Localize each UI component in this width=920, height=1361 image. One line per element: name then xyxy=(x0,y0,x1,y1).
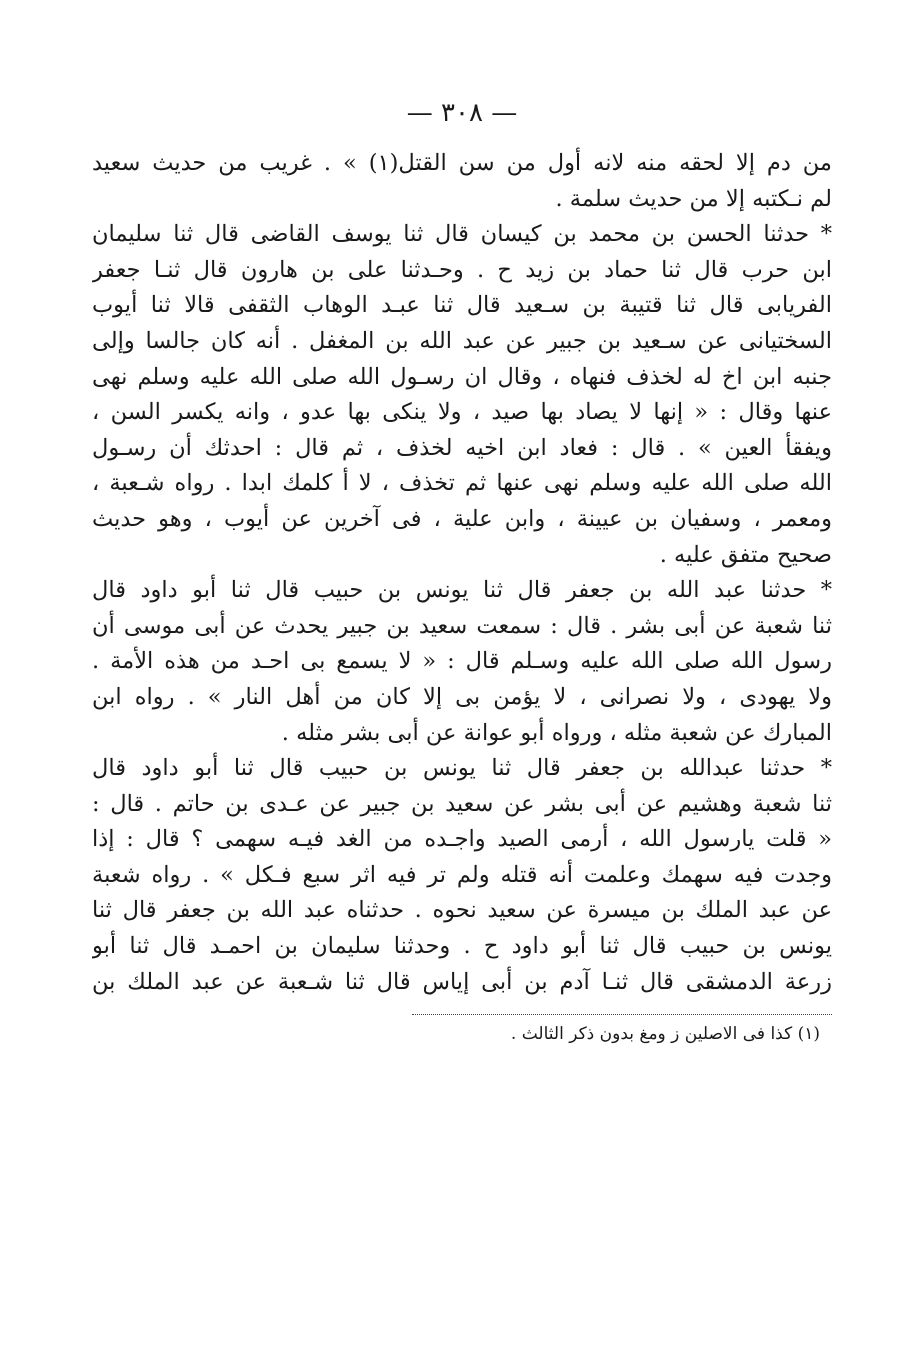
footnote: (١) كذا فى الاصلين ز ومغ بدون ذكر الثالث . xyxy=(510,1024,820,1045)
text-line: ثنا شعبة وهشيم عن أبى بشر عن سعيد بن جبير عن عـدى بن حاتم . قال : xyxy=(92,790,832,817)
text-line: جنبه ابن اخ له لخذف فنهاه ، وقال ان رسـول الله صلى الله عليه وسلم نهى xyxy=(92,363,832,390)
text-line: ثنا شعبة عن أبى بشر . قال : سمعت سعيد بن جبير يحدث عن أبى موسى أن xyxy=(92,612,832,639)
document-page xyxy=(92,88,832,1328)
body-text xyxy=(92,146,832,1000)
text-line: عنها وقال : « إنها لا يصاد بها صيد ، ولا ينكى بها عدو ، وانه يكسر السن ، xyxy=(92,399,832,426)
text-line: لم نـكتبه إلا من حديث سلمة . xyxy=(555,185,832,212)
text-line: الفريابى قال ثنا قتيبة بن سـعيد قال ثنا عبـد الوهاب الثقفى قالا ثنا أيوب xyxy=(92,292,832,319)
text-line: زرعة الدمشقى قال ثنـا آدم بن أبى إياس قال ثنا شـعبة عن عبد الملك بن xyxy=(92,968,832,995)
text-line: « قلت يارسول الله ، أرمى الصيد واجـده من الغد فيـه سهمى ؟ قال : إذا xyxy=(92,826,832,853)
text-line: الله صلى الله عليه وسلم نهى عنها ثم تخذف ، لا أ كلمك ابدا . رواه شـعبة ، xyxy=(92,470,832,497)
text-line: صحيح متفق عليه . xyxy=(659,541,832,568)
text-line: رسول الله صلى الله عليه وسـلم قال : « لا يسمع بى احـد من هذه الأمة . xyxy=(92,648,832,675)
footnote-divider xyxy=(412,1014,832,1015)
text-line: وجدت فيه سهمك وعلمت أنه قتله ولم تر فيه اثر سبع فـكل » . رواه شعبة xyxy=(92,861,832,888)
text-line: ولا يهودى ، ولا نصرانى ، لا يؤمن بى إلا كان من أهل النار » . رواه ابن xyxy=(92,683,832,710)
text-line: * حدثنا عبدالله بن جعفر قال ثنا يونس بن حبيب قال ثنا أبو داود قال xyxy=(92,755,832,782)
text-line: ومعمر ، وسفيان بن عيينة ، وابن علية ، فى آخرين عن أيوب ، وهو حديث xyxy=(92,505,832,532)
text-line: المبارك عن شعبة مثله ، ورواه أبو عوانة عن أبى بشر مثله . xyxy=(281,719,832,746)
text-line: ابن حرب قال ثنا حماد بن زيد ح . وحـدثنا على بن هارون قال ثنـا جعفر xyxy=(92,256,832,283)
page-number: — ٣٠٨ — xyxy=(406,98,518,128)
text-line: يونس بن حبيب قال ثنا أبو داود ح . وحدثنا سليمان بن احمـد قال ثنا أبو xyxy=(92,933,832,960)
text-line: ويفقأ العين » . قال : فعاد ابن اخيه لخذف ، ثم قال : احدثك أن رسـول xyxy=(92,434,832,461)
text-line: عن عبد الملك بن ميسرة عن سعيد نحوه . حدثناه عبد الله بن جعفر قال ثنا xyxy=(92,897,832,924)
text-line: السختيانى عن سـعيد بن جبير عن عبد الله بن المغفل . أنه كان جالسا وإلى xyxy=(92,327,832,354)
text-line: * حدثنا الحسن بن محمد بن كيسان قال ثنا يوسف القاضى قال ثنا سليمان xyxy=(92,221,832,248)
text-line: من دم إلا لحقه منه لانه أول من سن القتل(١) » . غريب من حديث سعيد xyxy=(92,150,832,176)
text-line: * حدثنا عبد الله بن جعفر قال ثنا يونس بن حبيب قال ثنا أبو داود قال xyxy=(92,577,832,604)
